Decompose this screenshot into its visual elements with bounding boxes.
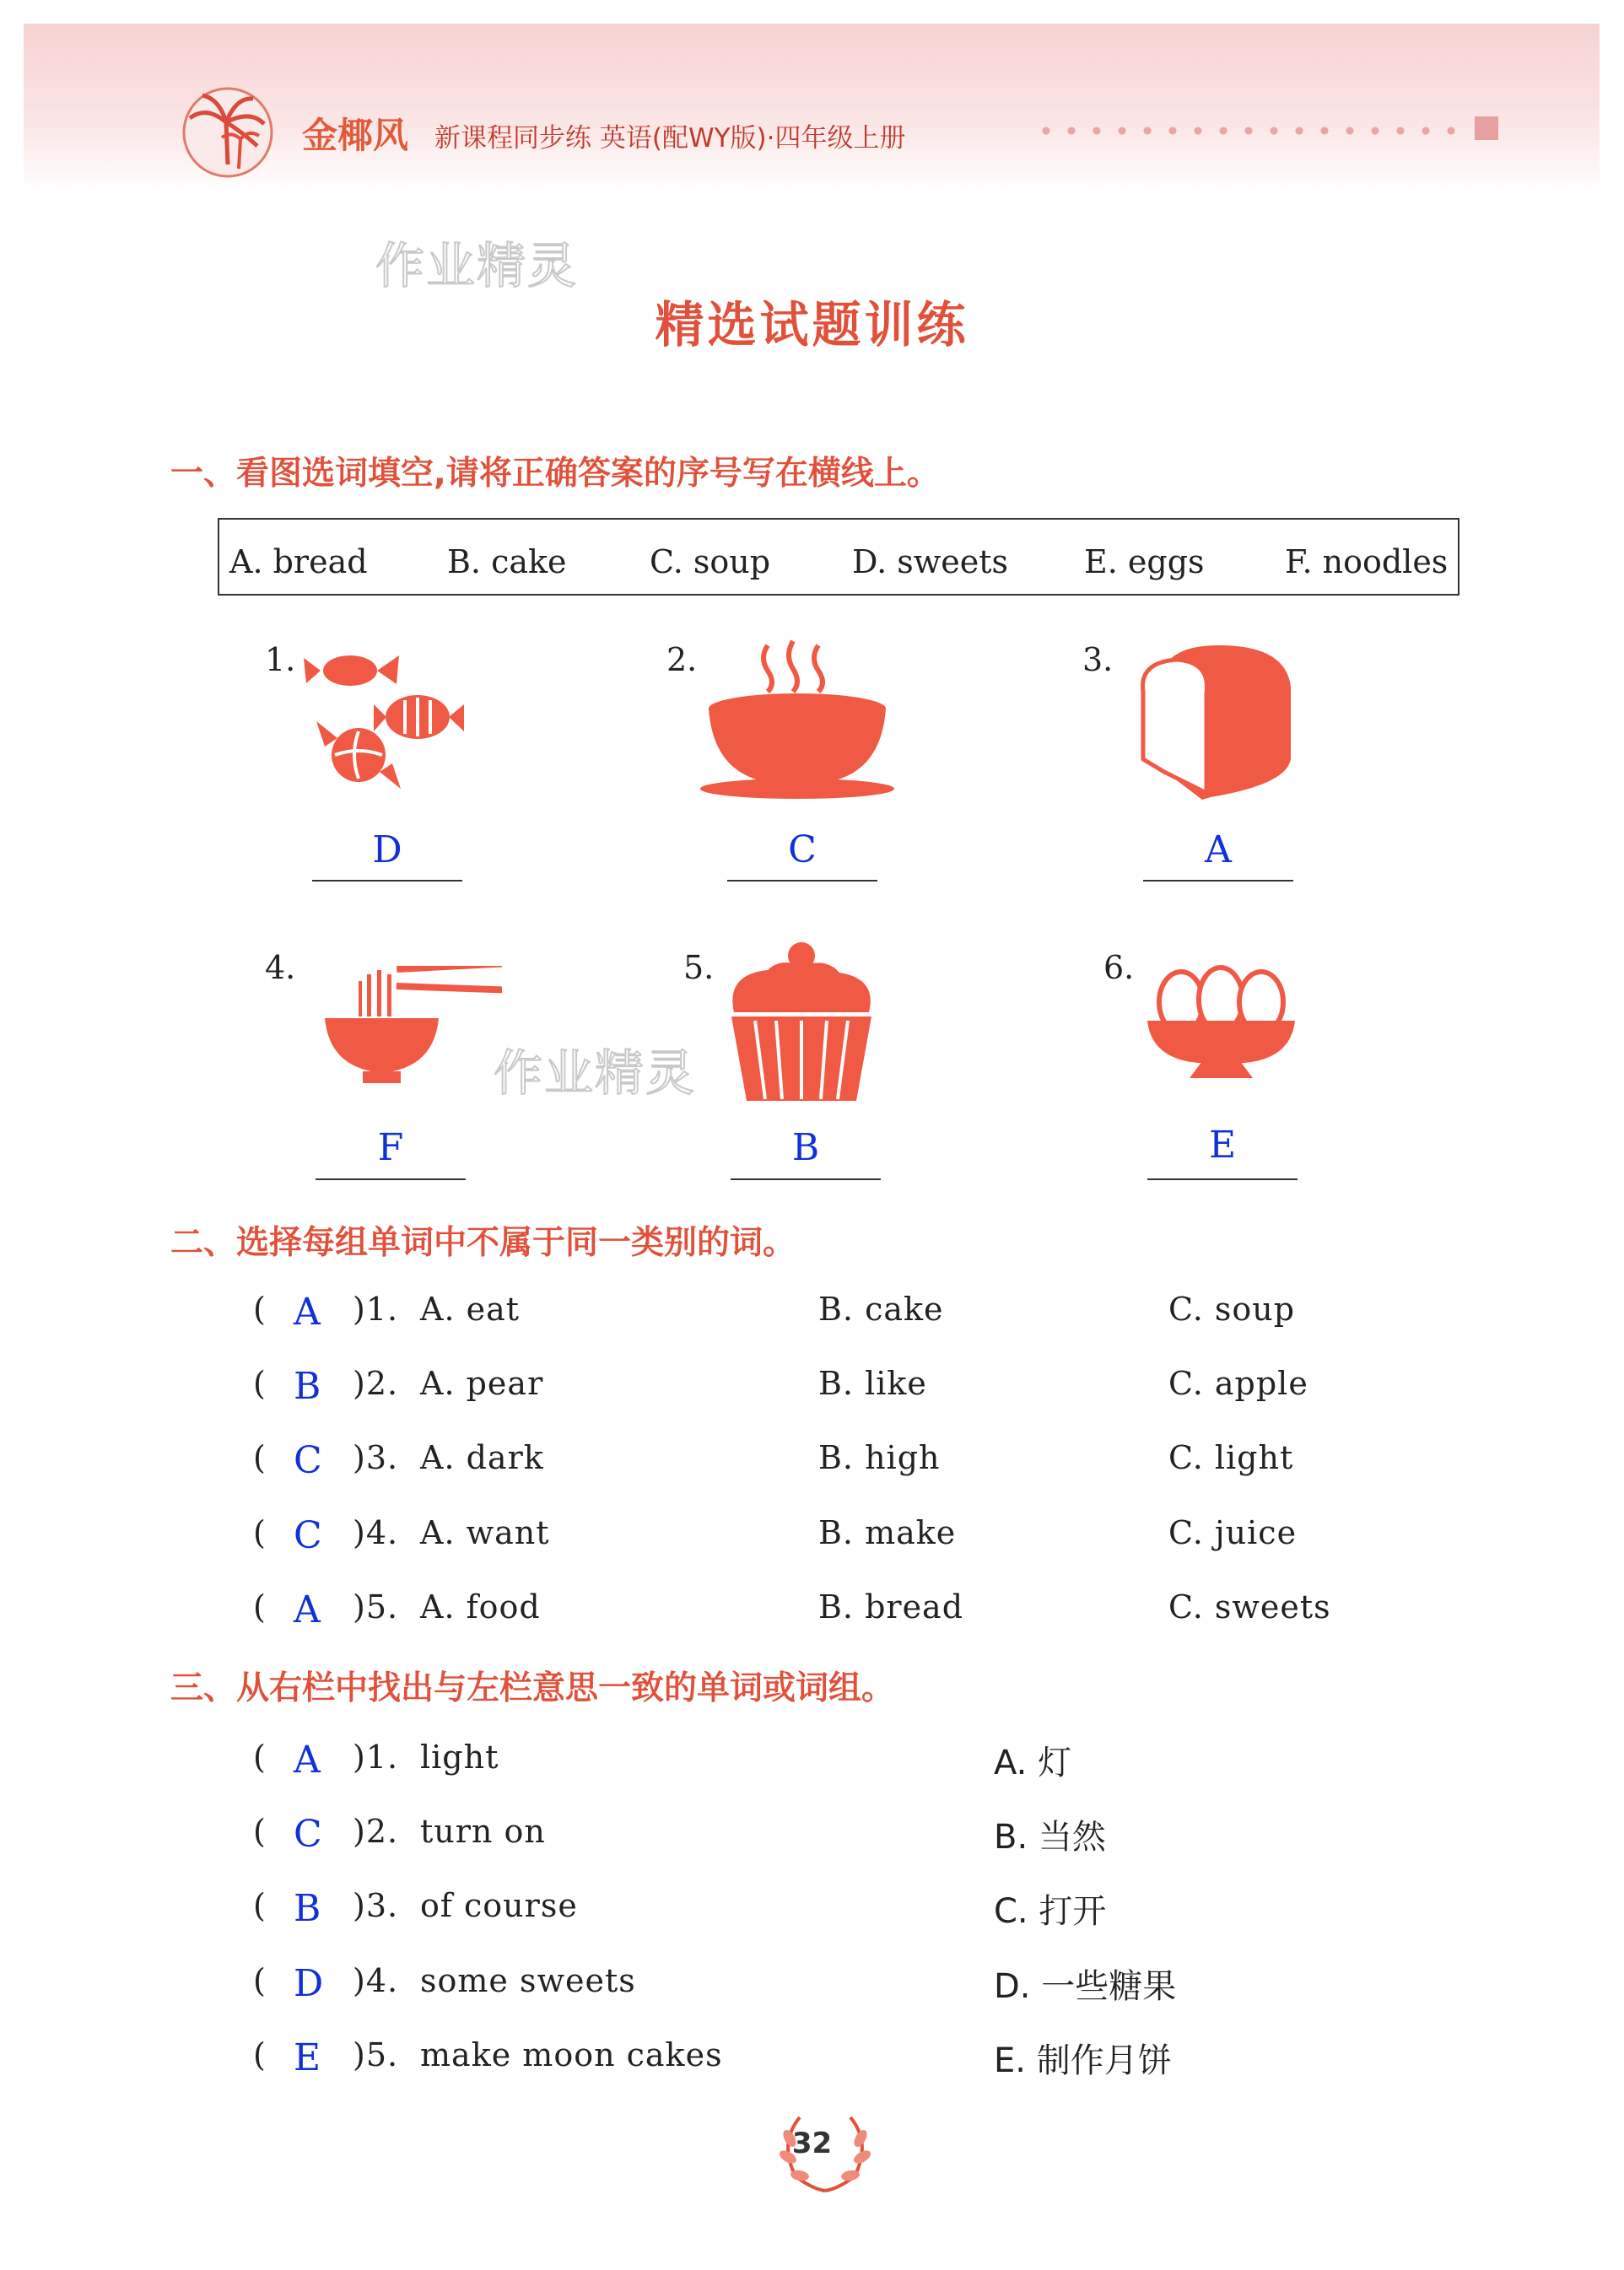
option-b: B. bread xyxy=(818,1588,964,1626)
option-b: B. high xyxy=(818,1439,941,1476)
answer: A xyxy=(294,1588,321,1631)
answer: E xyxy=(294,2036,321,2079)
option-b: B. like xyxy=(818,1365,927,1402)
answer: C xyxy=(294,1439,322,1482)
watermark: 作业精灵 xyxy=(375,237,579,294)
right-term: B. 当然 xyxy=(994,1818,1106,1857)
answer: E xyxy=(1208,1124,1237,1167)
section-title: 精选试题训练 xyxy=(655,296,969,353)
item-number: 2. xyxy=(666,641,698,678)
series-title: 新课程同步练 英语(配WY版)·四年级上册 xyxy=(434,123,906,154)
part2-heading: 二、选择每组单词中不属于同一类别的词。 xyxy=(170,1224,796,1262)
open-paren: ( xyxy=(253,1887,266,1924)
option-d: D. sweets xyxy=(852,543,1009,580)
option-c: C. light xyxy=(1168,1439,1294,1476)
open-paren: ( xyxy=(253,2036,266,2073)
option-c: C. soup xyxy=(650,543,771,580)
question-number: )5. xyxy=(353,2036,399,2073)
question-number: )2. xyxy=(353,1365,399,1402)
left-term: turn on xyxy=(420,1813,546,1850)
answer-line xyxy=(727,880,877,882)
option-a: A. pear xyxy=(420,1365,544,1402)
answer: A xyxy=(294,1739,321,1782)
open-paren: ( xyxy=(253,1962,266,1999)
item-number: 4. xyxy=(265,949,296,986)
right-term: C. 打开 xyxy=(994,1892,1107,1931)
header-dots xyxy=(1033,127,1472,135)
answer-line xyxy=(1143,880,1293,882)
left-term: light xyxy=(420,1739,499,1776)
soup-icon xyxy=(700,637,894,801)
question-number: )4. xyxy=(353,1962,399,1999)
option-c: C. juice xyxy=(1168,1514,1298,1551)
item-number: 1. xyxy=(265,641,296,678)
cake-icon xyxy=(721,941,882,1109)
answer: B xyxy=(294,1887,321,1930)
right-term: E. 制作月饼 xyxy=(994,2041,1172,2080)
question-number: )4. xyxy=(353,1514,399,1551)
option-a: A. food xyxy=(420,1588,541,1626)
question-number: )3. xyxy=(353,1887,399,1924)
answer: A xyxy=(294,1291,321,1334)
option-c: C. apple xyxy=(1168,1365,1308,1402)
answer: B xyxy=(294,1365,321,1408)
option-b: B. cake xyxy=(818,1291,944,1328)
open-paren: ( xyxy=(253,1813,266,1850)
answer: C xyxy=(788,828,817,871)
answer: A xyxy=(1205,828,1232,871)
option-c: C. soup xyxy=(1168,1291,1296,1328)
option-box xyxy=(218,518,1459,596)
open-paren: ( xyxy=(253,1739,266,1776)
palm-logo-icon xyxy=(173,80,283,181)
answer: C xyxy=(294,1813,322,1856)
open-paren: ( xyxy=(253,1514,266,1551)
header-square xyxy=(1475,116,1498,140)
sweets-icon xyxy=(299,637,468,797)
question-number: )1. xyxy=(353,1739,399,1776)
option-c: C. sweets xyxy=(1168,1588,1331,1626)
bread-icon xyxy=(1135,641,1299,801)
question-number: )5. xyxy=(353,1588,399,1626)
right-term: A. 灯 xyxy=(994,1744,1072,1782)
watermark: 作业精灵 xyxy=(494,1044,697,1102)
option-a: A. want xyxy=(420,1514,550,1551)
left-term: of course xyxy=(420,1887,578,1924)
option-b: B. cake xyxy=(447,543,567,580)
question-number: )1. xyxy=(353,1291,399,1328)
option-a: A. eat xyxy=(420,1291,521,1328)
part3-heading: 三、从右栏中找出与左栏意思一致的单词或词组。 xyxy=(170,1669,895,1707)
left-term: some sweets xyxy=(420,1962,636,1999)
left-term: make moon cakes xyxy=(420,2036,723,2073)
option-f: F. noodles xyxy=(1285,543,1449,580)
answer-line xyxy=(1147,1178,1298,1180)
page-number: 32 xyxy=(791,2127,833,2160)
option-e: E. eggs xyxy=(1084,543,1205,580)
open-paren: ( xyxy=(253,1365,266,1402)
item-number: 5. xyxy=(683,949,715,986)
right-term: D. 一些糖果 xyxy=(994,1967,1177,2006)
question-number: )2. xyxy=(353,1813,399,1850)
open-paren: ( xyxy=(253,1291,266,1328)
open-paren: ( xyxy=(253,1588,266,1626)
answer-line xyxy=(312,880,462,882)
part1-heading: 一、看图选词填空,请将正确答案的序号写在横线上。 xyxy=(170,455,940,493)
noodles-icon xyxy=(325,966,502,1088)
open-paren: ( xyxy=(253,1439,266,1476)
item-number: 6. xyxy=(1103,949,1135,986)
answer-line xyxy=(316,1178,466,1180)
answer-line xyxy=(731,1178,881,1180)
answer: B xyxy=(791,1126,820,1169)
answer: F xyxy=(377,1126,404,1169)
brand-name: 金椰风 xyxy=(302,115,409,156)
eggs-icon xyxy=(1143,962,1299,1080)
question-number: )3. xyxy=(353,1439,399,1476)
answer: D xyxy=(372,828,402,871)
answer: C xyxy=(294,1514,322,1557)
option-a: A. bread xyxy=(229,543,368,580)
option-b: B. make xyxy=(818,1514,957,1551)
item-number: 3. xyxy=(1082,641,1114,678)
answer: D xyxy=(294,1962,324,2005)
option-a: A. dark xyxy=(420,1439,544,1476)
